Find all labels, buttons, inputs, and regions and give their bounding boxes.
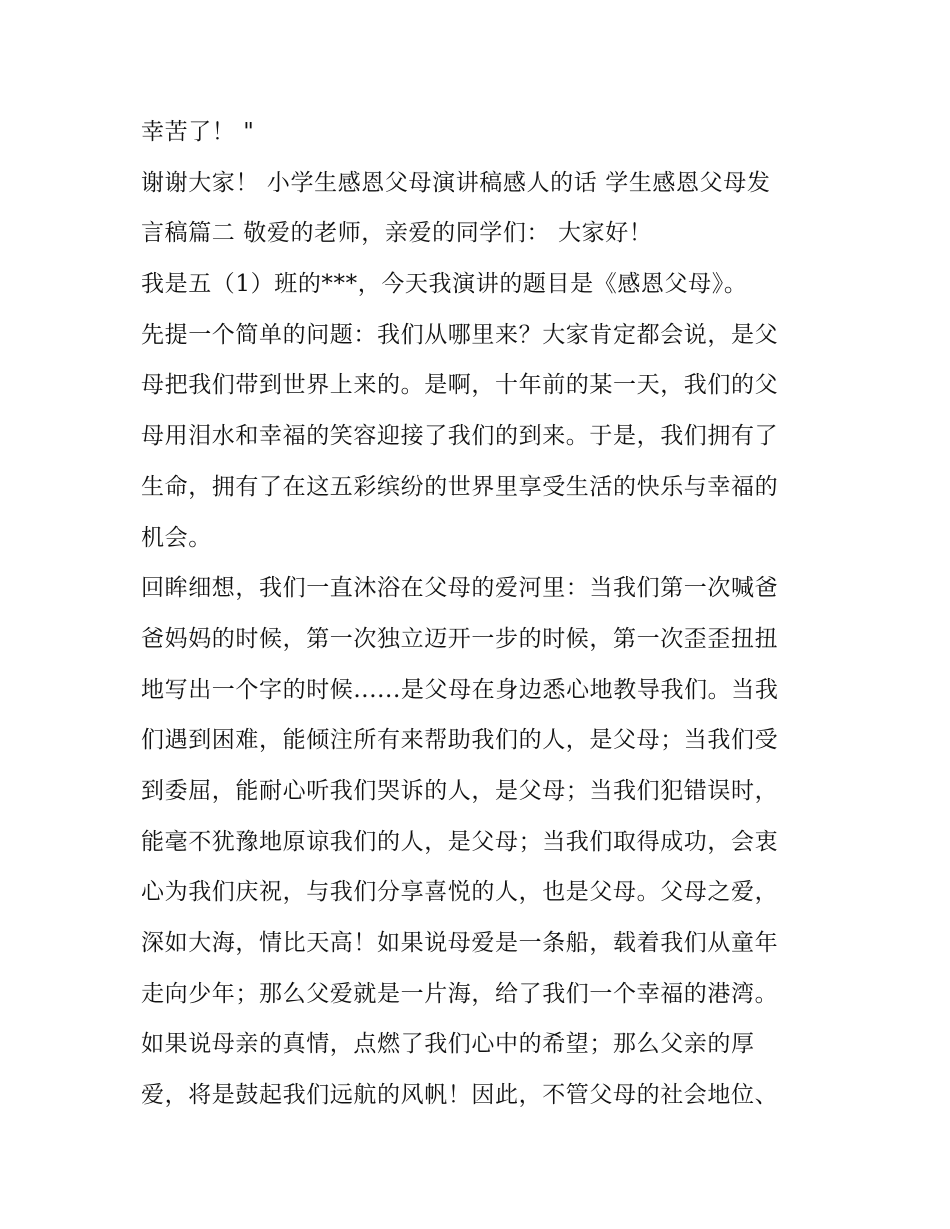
text-line: 心为我们庆祝，与我们分享喜悦的人，也是父母。父母之爱，: [141, 879, 779, 906]
text-line: 言稿篇二 敬爱的老师，亲爱的同学们： 大家好！: [141, 220, 653, 247]
text-line: 回眸细想，我们一直沐浴在父母的爱河里：当我们第一次喊爸: [141, 575, 779, 602]
text-line: 母把我们带到世界上来的。是啊，十年前的某一天，我们的父: [141, 372, 779, 399]
text-line: 到委屈，能耐心听我们哭诉的人，是父母；当我们犯错误时，: [141, 777, 779, 804]
text-line: 机会。: [141, 524, 212, 551]
text-line: 如果说母亲的真情，点燃了我们心中的希望；那么父亲的厚: [141, 1031, 755, 1058]
text-line: 们遇到困难，能倾注所有来帮助我们的人，是父母；当我们受: [141, 727, 779, 754]
text-line: 走向少年；那么父爱就是一片海，给了我们一个幸福的港湾。: [141, 980, 779, 1007]
text-line: 谢谢大家！ 小学生感恩父母演讲稿感人的话 学生感恩父母发: [141, 169, 771, 196]
text-line: 爸妈妈的时候，第一次独立迈开一步的时候，第一次歪歪扭扭: [141, 625, 779, 652]
text-line: 生命，拥有了在这五彩缤纷的世界里享受生活的快乐与幸福的: [141, 473, 779, 500]
text-line: 地写出一个字的时候......是父母在身边悉心地教导我们。当我: [141, 676, 779, 703]
text-line: 幸苦了！ ": [141, 119, 255, 145]
text-line: 能毫不犹豫地原谅我们的人，是父母；当我们取得成功，会衷: [141, 828, 779, 855]
text-line: 母用泪水和幸福的笑容迎接了我们的到来。于是，我们拥有了: [141, 423, 779, 450]
text-line: 深如大海，情比天高！如果说母爱是一条船，载着我们从童年: [141, 930, 779, 956]
speech-text: [141, 107, 816, 1121]
text-line: 爱，将是鼓起我们远航的风帆！因此，不管父母的社会地位、: [141, 1082, 779, 1109]
text-line: 我是五（1）班的***，今天我演讲的题目是《感恩父母》。: [141, 271, 748, 298]
text-line: 先提一个简单的问题：我们从哪里来？大家肯定都会说，是父: [141, 321, 779, 348]
